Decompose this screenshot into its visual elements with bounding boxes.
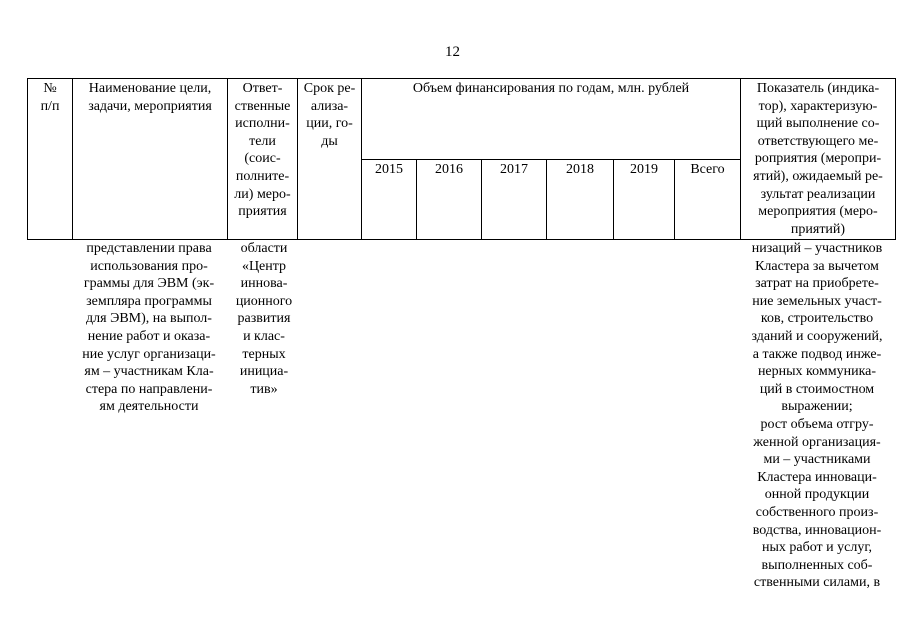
header-name: Наименование цели, задачи, мероприятия	[73, 79, 228, 240]
header-year-2018: 2018	[547, 159, 614, 240]
financing-table-header	[27, 78, 896, 240]
header-num: № п/п	[28, 79, 73, 240]
header-year-2015: 2015	[362, 159, 417, 240]
header-total: Всего	[675, 159, 741, 240]
indicator-text: низаций – участников Кластера за вычетом затрат на приобрете- ние земельных участ- ков, строительство зданий и сооружений, а также подвод инже- нерных коммуника- ций в стоимостном выражении; рост объема отгру- женной организация- ми – участниками Кластера инноваци- онной продукции собственного произ- водства, инновацион- ных работ и услуг, выполненных соб- ственными силами, в	[751, 241, 883, 591]
header-year-2019: 2019	[614, 159, 675, 240]
page-number: 12	[445, 44, 460, 60]
header-year-2017: 2017	[482, 159, 547, 240]
header-financing: Объем финансирования по годам, млн. рублей	[362, 79, 741, 160]
measure-name-text: представлении права использования про- граммы для ЭВМ (эк- земпляра программы для ЭВМ), на выпол- нение работ и оказа- ние услуг организаци- ям – участникам Кла- стера по направлени- ям деятельности	[82, 241, 216, 415]
header-year-2016: 2016	[417, 159, 482, 240]
header-executors: Ответ- ственные исполни- тели (соис- полните- ли) меро- приятия	[228, 79, 298, 240]
executors-text: области «Центр иннова- ционного развития и клас- терных инициа- тив»	[235, 241, 293, 397]
header-term: Срок ре- ализа- ции, го- ды	[298, 79, 362, 240]
header-indicator: Показатель (индика- тор), характеризую- щий выполнение со- ответствующего ме- роприятия (меропри- ятий), ожидаемый ре- зультат реализации мероприятия (меро- приятий)	[741, 79, 896, 240]
table-header	[27, 78, 896, 240]
